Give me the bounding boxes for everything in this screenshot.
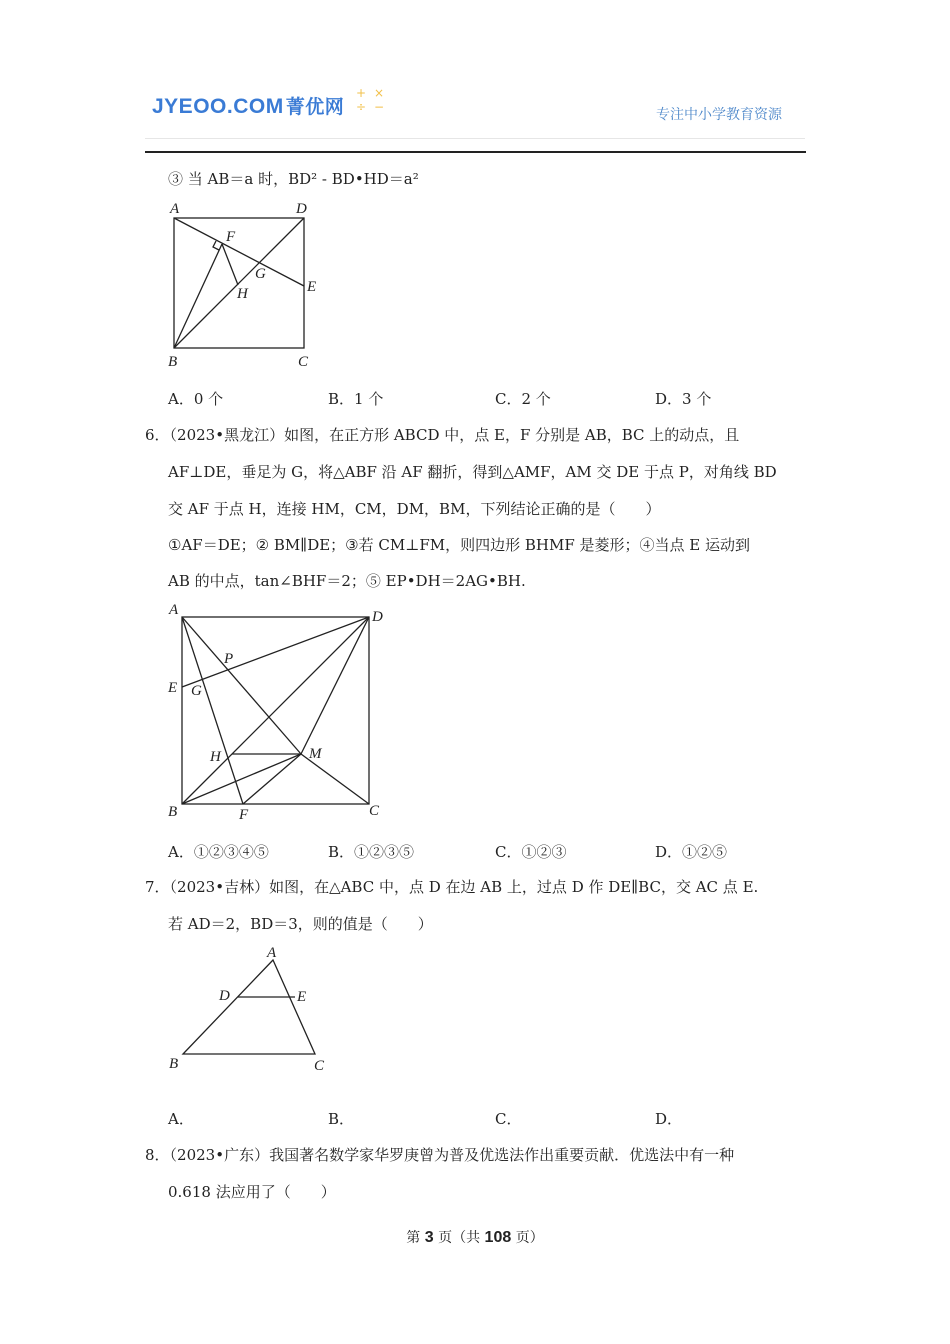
q7-option-a[interactable]: A．: [168, 1110, 194, 1128]
q6-label-A: A: [169, 602, 179, 618]
q6-line3: 交 AF 于点 H，连接 HM，CM，DM，BM，下列结论正确的是（ ）: [168, 500, 661, 518]
q7-label-A: A: [267, 945, 277, 961]
q6-label-P: P: [224, 651, 234, 667]
page-number: 3: [424, 1229, 434, 1246]
q5-label-H: H: [237, 286, 248, 302]
q5-figure: [160, 196, 330, 374]
q7-label-C: C: [314, 1058, 325, 1074]
page-footer: 第 3 页（共 108 页）: [406, 1229, 544, 1246]
q6-label-F: F: [239, 807, 249, 823]
q5-label-E: E: [307, 279, 317, 295]
q6-line-BM: [182, 754, 301, 804]
q6-label-C: C: [369, 803, 380, 819]
q6-label-B: B: [168, 804, 178, 820]
q7-triangle-ABC: [183, 960, 315, 1054]
q7-option-c[interactable]: C．: [495, 1110, 522, 1128]
q6-line2: AF⊥DE，垂足为 G，将△ABF 沿 AF 翻折，得到△AMF，AM 交 DE 于点 P，对角线 BD: [168, 463, 777, 481]
q5-label-C: C: [298, 354, 309, 370]
q6-label-H: H: [210, 749, 221, 765]
q5-line-AE: [174, 218, 304, 286]
q7-label-E: E: [297, 989, 307, 1005]
q5-option-d[interactable]: D．3 个: [655, 390, 712, 408]
q7-option-d[interactable]: D．: [655, 1110, 683, 1128]
q6-option-a[interactable]: A．①②③④⑤: [168, 843, 269, 861]
q5-label-D: D: [296, 201, 307, 217]
q7-line2: 若 AD＝2，BD＝3，则的值是（ ）: [168, 915, 433, 933]
q7-label-B: B: [169, 1056, 179, 1072]
q7-option-b[interactable]: B．: [328, 1110, 355, 1128]
q6-option-d[interactable]: D．①②⑤: [655, 843, 728, 861]
q5-line-BF: [174, 244, 222, 348]
q5-label-B: B: [168, 354, 178, 370]
q5-item3: ③ 当 AB＝a 时，BD² - BD•HD＝a²: [168, 170, 419, 188]
q6-label-M: M: [309, 746, 322, 762]
q5-diagonal-BD: [174, 218, 304, 348]
q6-label-E: E: [168, 680, 178, 696]
page-total: 108: [484, 1229, 512, 1246]
header-divider: [145, 138, 805, 139]
q6-label-D: D: [372, 609, 383, 625]
q5-option-b[interactable]: B．1 个: [328, 390, 384, 408]
q7-figure: [160, 940, 340, 1080]
q6-option-c[interactable]: C．①②③: [495, 843, 567, 861]
logo-text: JYEOO.COM: [152, 95, 284, 118]
q7-label-D: D: [219, 988, 230, 1004]
q8-line1: 8．（2023•广东）我国著名数学家华罗庚曾为普及优选法作出重要贡献．优选法中有一种: [145, 1146, 735, 1164]
q6-line-MD: [301, 617, 369, 754]
q5-label-A: A: [170, 201, 180, 217]
q6-line-FM: [243, 754, 301, 804]
q6-line1: 6．（2023•黑龙江）如图，在正方形 ABCD 中，点 E，F 分别是 AB，BC 上的动点，且: [145, 426, 740, 444]
logo-operators: + ×÷ −: [355, 86, 385, 114]
q7-line1: 7．（2023•吉林）如图，在△ABC 中，点 D 在边 AB 上，过点 D 作 DE∥BC，交 AC 点 E.: [145, 878, 759, 896]
header-rule: [145, 151, 806, 153]
q6-figure: [160, 600, 390, 825]
q5-label-F: F: [226, 229, 236, 245]
q6-line4: ①AF＝DE；② BM∥DE；③若 CM⊥FM，则四边形 BHMF 是菱形；④当点 E 运动到: [168, 536, 750, 554]
logo-cn: 菁优网: [285, 97, 345, 118]
q5-right-angle: [213, 241, 219, 250]
q6-line-ED: [182, 617, 369, 687]
q6-line5: AB 的中点，tan∠BHF＝2；⑤ EP•DH＝2AG•BH.: [168, 572, 526, 590]
site-tagline: 专注中小学教育资源: [656, 107, 782, 123]
q5-option-c[interactable]: C．2 个: [495, 390, 551, 408]
q5-option-a[interactable]: A．0 个: [168, 390, 224, 408]
q5-label-G: G: [255, 266, 266, 282]
site-logo[interactable]: [152, 92, 344, 119]
q6-line-AF: [182, 617, 243, 804]
q6-label-G: G: [191, 683, 202, 699]
q6-option-b[interactable]: B．①②③⑤: [328, 843, 415, 861]
q8-line2: 0.618 法应用了（ ）: [168, 1183, 336, 1201]
